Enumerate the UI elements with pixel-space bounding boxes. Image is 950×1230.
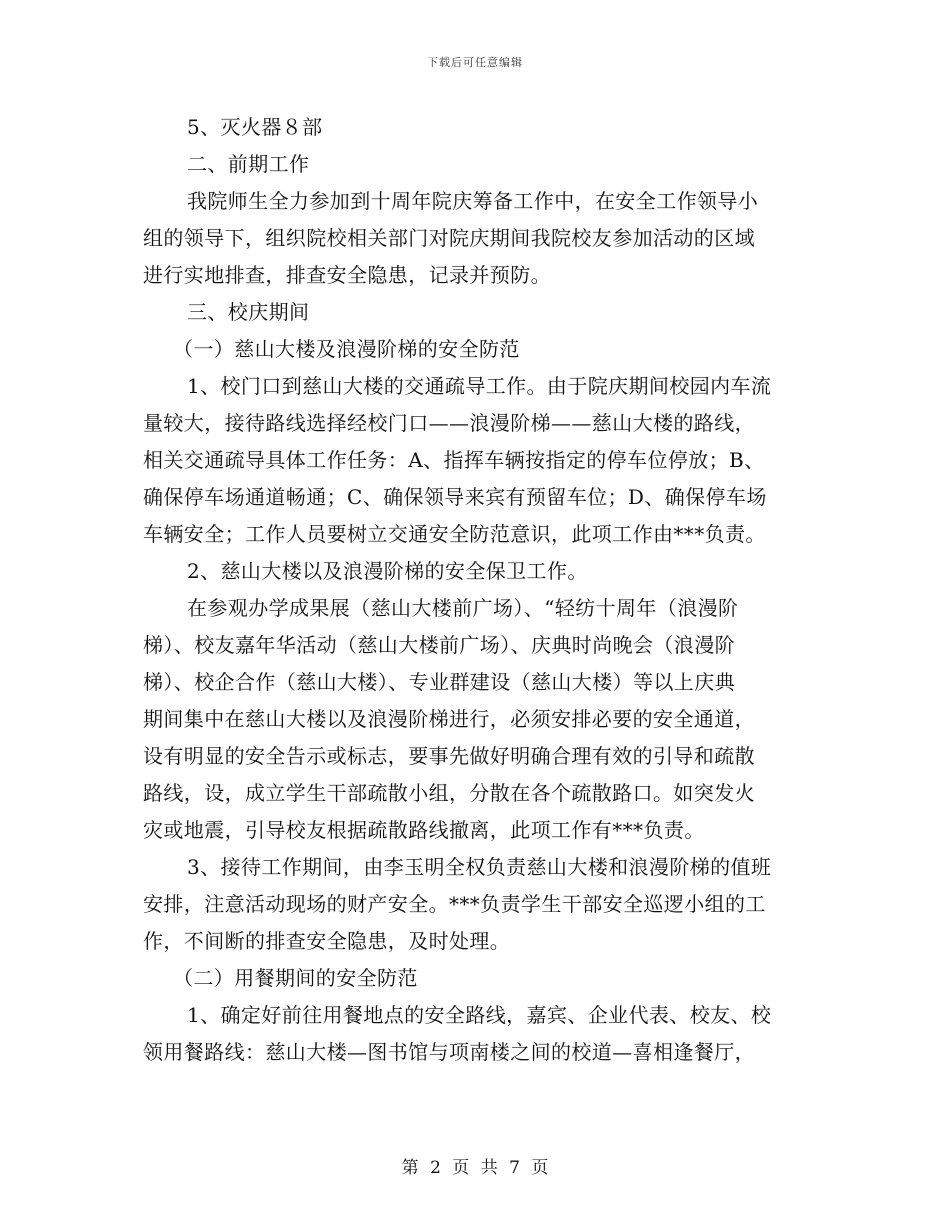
text-line: 三、校庆期间	[187, 300, 310, 324]
page-header: 下载后可任意编辑	[427, 56, 523, 69]
text-line: 设有明显的安全告示或标志，要事先做好明确合理有效的引导和疏散	[143, 744, 755, 768]
text-line: 量较大，接待路线选择经校门口——浪漫阶梯——慈山大楼的路线，	[143, 411, 755, 435]
text-line: 车辆安全；工作人员要树立交通安全防范意识，此项工作由***负责。	[143, 522, 766, 546]
text-line: 5、灭火器８部	[187, 115, 323, 139]
text-line: 在参观办学成果展（慈山大楼前广场）、“轻纺十周年（浪漫阶	[187, 596, 739, 620]
text-line: 我院师生全力参加到十周年院庆筹备工作中，在安全工作领导小	[187, 189, 759, 213]
text-line: 梯）、校企合作（慈山大楼）、专业群建设（慈山大楼）等以上庆典	[143, 670, 735, 694]
text-line: 组的领导下，组织院校相关部门对院庆期间我院校友参加活动的区域	[143, 226, 755, 250]
page-footer: 第 2 页 共 7 页	[401, 1158, 549, 1178]
text-line: 相关交通疏导具体工作任务：A、指挥车辆按指定的停车位停放；B、	[143, 448, 765, 472]
text-line: 梯）、校友嘉年华活动（慈山大楼前广场）、庆典时尚晚会（浪漫阶	[143, 633, 735, 657]
text-line: （一）慈山大楼及浪漫阶梯的安全防范	[173, 337, 520, 361]
text-line: 3、接待工作期间，由李玉明全权负责慈山大楼和浪漫阶梯的值班	[187, 855, 772, 879]
text-line: 进行实地排查，排查安全隐患，记录并预防。	[143, 263, 551, 287]
document-body	[143, 109, 808, 1071]
text-line: 1、确定好前往用餐地点的安全路线，嘉宾、企业代表、校友、校	[187, 1003, 772, 1027]
text-line: 确保停车场通道畅通；C、确保领导来宾有预留车位；D、确保停车场	[143, 485, 767, 509]
text-line: 二、前期工作	[187, 152, 310, 176]
text-line: 领用餐路线：慈山大楼—图书馆与项南楼之间的校道—喜相逢餐厅，	[143, 1040, 755, 1064]
text-line: 2、慈山大楼以及浪漫阶梯的安全保卫工作。	[187, 559, 588, 583]
text-line: 作，不间断的排查安全隐患，及时处理。	[143, 929, 511, 953]
text-line: 1、校门口到慈山大楼的交通疏导工作。由于院庆期间校园内车流	[187, 374, 772, 398]
text-line: 路线，设，成立学生干部疏散小组，分散在各个疏散路口。如突发火	[143, 781, 755, 805]
text-line: 灾或地震，引导校友根据疏散路线撤离，此项工作有***负责。	[143, 818, 705, 842]
text-line: （二）用餐期间的安全防范	[173, 966, 418, 990]
text-line: 安排，注意活动现场的财产安全。***负责学生干部安全巡逻小组的工	[143, 892, 766, 916]
text-line: 期间集中在慈山大楼以及浪漫阶梯进行，必须安排必要的安全通道，	[143, 707, 755, 731]
